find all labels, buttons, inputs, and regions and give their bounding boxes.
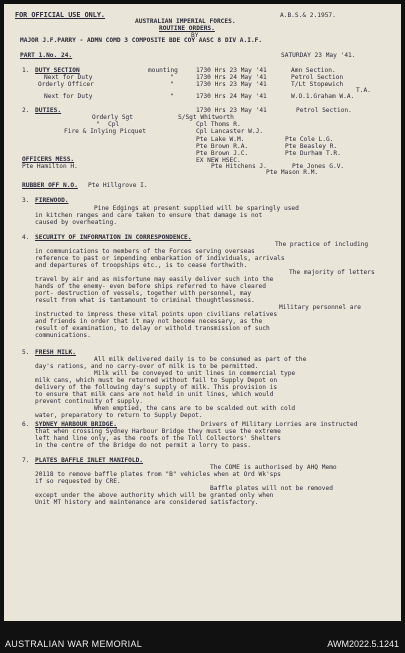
duty-row-time: 1730 Hrs 24 May '41 (196, 74, 267, 81)
picquet-name: Pte Jones G.V. (292, 163, 345, 170)
archive-name: AUSTRALIAN WAR MEMORIAL (5, 639, 143, 649)
body-line: caused by overheating. (35, 219, 117, 226)
rubber-name: Pte Hillgrove I. (88, 182, 148, 189)
body-line: and friends in order that it may not become necessary, as the (35, 318, 263, 325)
body-line: in communications to members of the Forces serving overseas (35, 248, 255, 255)
archive-footer-bar (0, 624, 405, 653)
duty-row-unit: W.O.1.Graham W.A. (291, 93, 355, 100)
body-line: When emptied, the cans are to be scalded out with cold (94, 405, 296, 412)
duty-row-unit: Amn Section. (291, 67, 336, 74)
body-line: travel by air and as misfortune may easily deliver such into the (35, 276, 274, 283)
title-forces: AUSTRALIAN IMPERIAL FORCES. (135, 18, 236, 25)
duty-row-unit: T/Lt Stopewich (291, 81, 344, 88)
order-date: SATURDAY 23 May '41. (281, 52, 356, 59)
duty-row-word: " (170, 81, 174, 88)
header-ref: A.B.S.& 2.1957. (280, 12, 336, 19)
duty-row-time: 1730 Hrs 23 May '41 (196, 81, 267, 88)
body-line: left hand line only, as the roofs of the Toll Collectors' Shelters (35, 435, 281, 442)
firewood-heading: FIREWOOD. (35, 197, 69, 204)
cpl-mark: " (96, 121, 100, 128)
security-heading: SECURITY OF INFORMATION IN CORRESPONDENCE. (35, 234, 192, 241)
body-line: to ensure that milk cans are not held in unit lines, which would (35, 391, 274, 398)
header-classification: FOR OFFICIAL USE ONLY. (15, 11, 106, 19)
body-line: communications. (35, 332, 91, 339)
picquet-name: Pte Cole L.G. (285, 136, 334, 143)
section-number: 7. (22, 457, 30, 464)
duty-row-time: 1730 Hrs 24 May '41 (196, 93, 267, 100)
duty-row-time: 1730 Hrs 23 May '41 (196, 67, 267, 74)
picquet-name: Pte Brown J.C. (196, 150, 249, 157)
body-line: Military personnel are (279, 304, 361, 311)
duty-row-unit: Petrol Section (291, 74, 344, 81)
sydney-bridge-heading: SYDNEY HARBOUR BRIDGE. (35, 421, 117, 428)
picquet-name: EX NEW HSEC. (196, 157, 241, 164)
fire-picquet-name: Cpl Lancaster W.J. (196, 128, 264, 135)
body-line: water, preparatory to return to Supply Depot. (35, 412, 203, 419)
duty-row-unit: T.A. (356, 87, 371, 94)
body-line: milk cans, which must be returned without fail to Supply Depot on (35, 377, 278, 384)
body-line: The practice of including (275, 241, 369, 248)
part-number: PART 1.No. 24. (20, 52, 73, 59)
orderly-sgt-name: S/Sgt Whitworth (178, 114, 234, 121)
body-line: day's rations, and no carry-over of milk is to be permitted. (35, 363, 259, 370)
duty-row-word: " (170, 93, 174, 100)
fresh-milk-heading: FRESH MILK. (35, 349, 76, 356)
body-line: Drivers of Military Lorries are instructed (201, 421, 358, 428)
body-line: and departures of troopships etc., is to cease forthwith. (35, 262, 248, 269)
duties-heading: DUTIES. (35, 107, 62, 114)
body-line: The COME is authorised by AHQ Memo (210, 464, 337, 471)
duty-row-word: " (170, 74, 174, 81)
fire-picquet-label: Fire & Inlying Picquet (64, 128, 146, 135)
body-line: reference to past or impending embarkation of individuals, arrivals (35, 255, 285, 262)
section-number: 4. (22, 234, 30, 241)
body-line: hands of the enemy- even before ships referred to have cleared (35, 283, 266, 290)
body-line: result from what is tantamount to criminal thoughtlessness. (35, 297, 255, 304)
picquet-name: Pte Beasley R. (285, 143, 338, 150)
picquet-name: Pte Hitchens J. (211, 163, 267, 170)
section-number: 2. (22, 107, 30, 114)
duties-unit: Petrol Section. (296, 107, 352, 114)
duty-row-word: mounting (148, 67, 178, 74)
body-line: Milk will be conveyed to unit lines in commercial type (94, 370, 296, 377)
body-line: Unit MT history and maintenance are considered satisfactory. (35, 499, 259, 506)
body-line: that when crossing Sydney Harbour Bridge they must use the extreme (35, 428, 281, 435)
body-line: delivery of the following day's supply of milk. This provision is (35, 384, 278, 391)
picquet-name: Pte Brown R.A. (196, 143, 249, 150)
cpl-label: Cpl (108, 121, 120, 128)
baffle-plates-heading: PLATES BAFFLE INLET MANIFOLD. (35, 457, 144, 464)
body-line: result of examination, to delay or withold transmission of such (35, 325, 270, 332)
duty-row-label: Next for Duty (44, 93, 93, 100)
cpl-name: Cpl Thoms R. (196, 121, 241, 128)
section-number: 5. (22, 349, 30, 356)
duty-row-label: Orderly Officer (38, 81, 94, 88)
body-line: prevent continuity of supply. (35, 398, 144, 405)
picquet-name: Pte Lake W.M. (196, 136, 245, 143)
body-line: in kitchen ranges and care taken to ensure that damage is not (35, 212, 263, 219)
picquet-name: Pte Mason R.M. (266, 169, 319, 176)
rubber-heading: RUBBER OFF N.O. (22, 182, 78, 189)
title-by: BY (191, 32, 199, 39)
document-page (4, 4, 401, 621)
body-line: 20118 to remove baffle plates from "B" vehicles when at Ord Wk'sps (35, 471, 281, 478)
section-number: 1. (22, 67, 30, 74)
body-line: if so requested by CRE. (35, 478, 121, 485)
body-line: The majority of letters (289, 269, 375, 276)
section-number: 3. (22, 197, 30, 204)
archive-reference: AWM2022.5.1241 (327, 639, 399, 649)
body-line: except under the above authority which will be granted only when (35, 492, 274, 499)
title-orders: ROUTINE ORDERS. (159, 25, 215, 32)
officers-mess-heading: OFFICERS MESS. (22, 156, 75, 163)
body-line: in the centre of the Bridge do not permit a lorry to pass. (35, 442, 252, 449)
duty-row-label: Next for Duty (44, 74, 93, 81)
orderly-sgt-label: Orderly Sgt (92, 114, 133, 121)
body-line: instructed to impress these vital points upon civilians relatives (35, 311, 278, 318)
body-line: port- destruction of vessels, together with personnel, may (35, 290, 252, 297)
duties-time: 1730 Hrs 23 May '41 (196, 107, 267, 114)
body-line: Baffle plates will not be removed (210, 485, 333, 492)
picquet-name: Pte Durham T.R. (285, 150, 341, 157)
duty-section-heading: DUTY SECTION (35, 67, 80, 74)
body-line: Pine Edgings at present supplied will be sparingly used (94, 205, 299, 212)
section-number: 6. (22, 421, 30, 428)
commander-line: MAJOR J.F.PARRY - ADMN COMD 3 COMPOSITE BDE COY AASC 8 DIV A.I.F. (20, 37, 263, 44)
officers-mess-name: Pte Hamilton H. (22, 163, 78, 170)
body-line: All milk delivered daily is to be consumed as part of the (94, 356, 307, 363)
